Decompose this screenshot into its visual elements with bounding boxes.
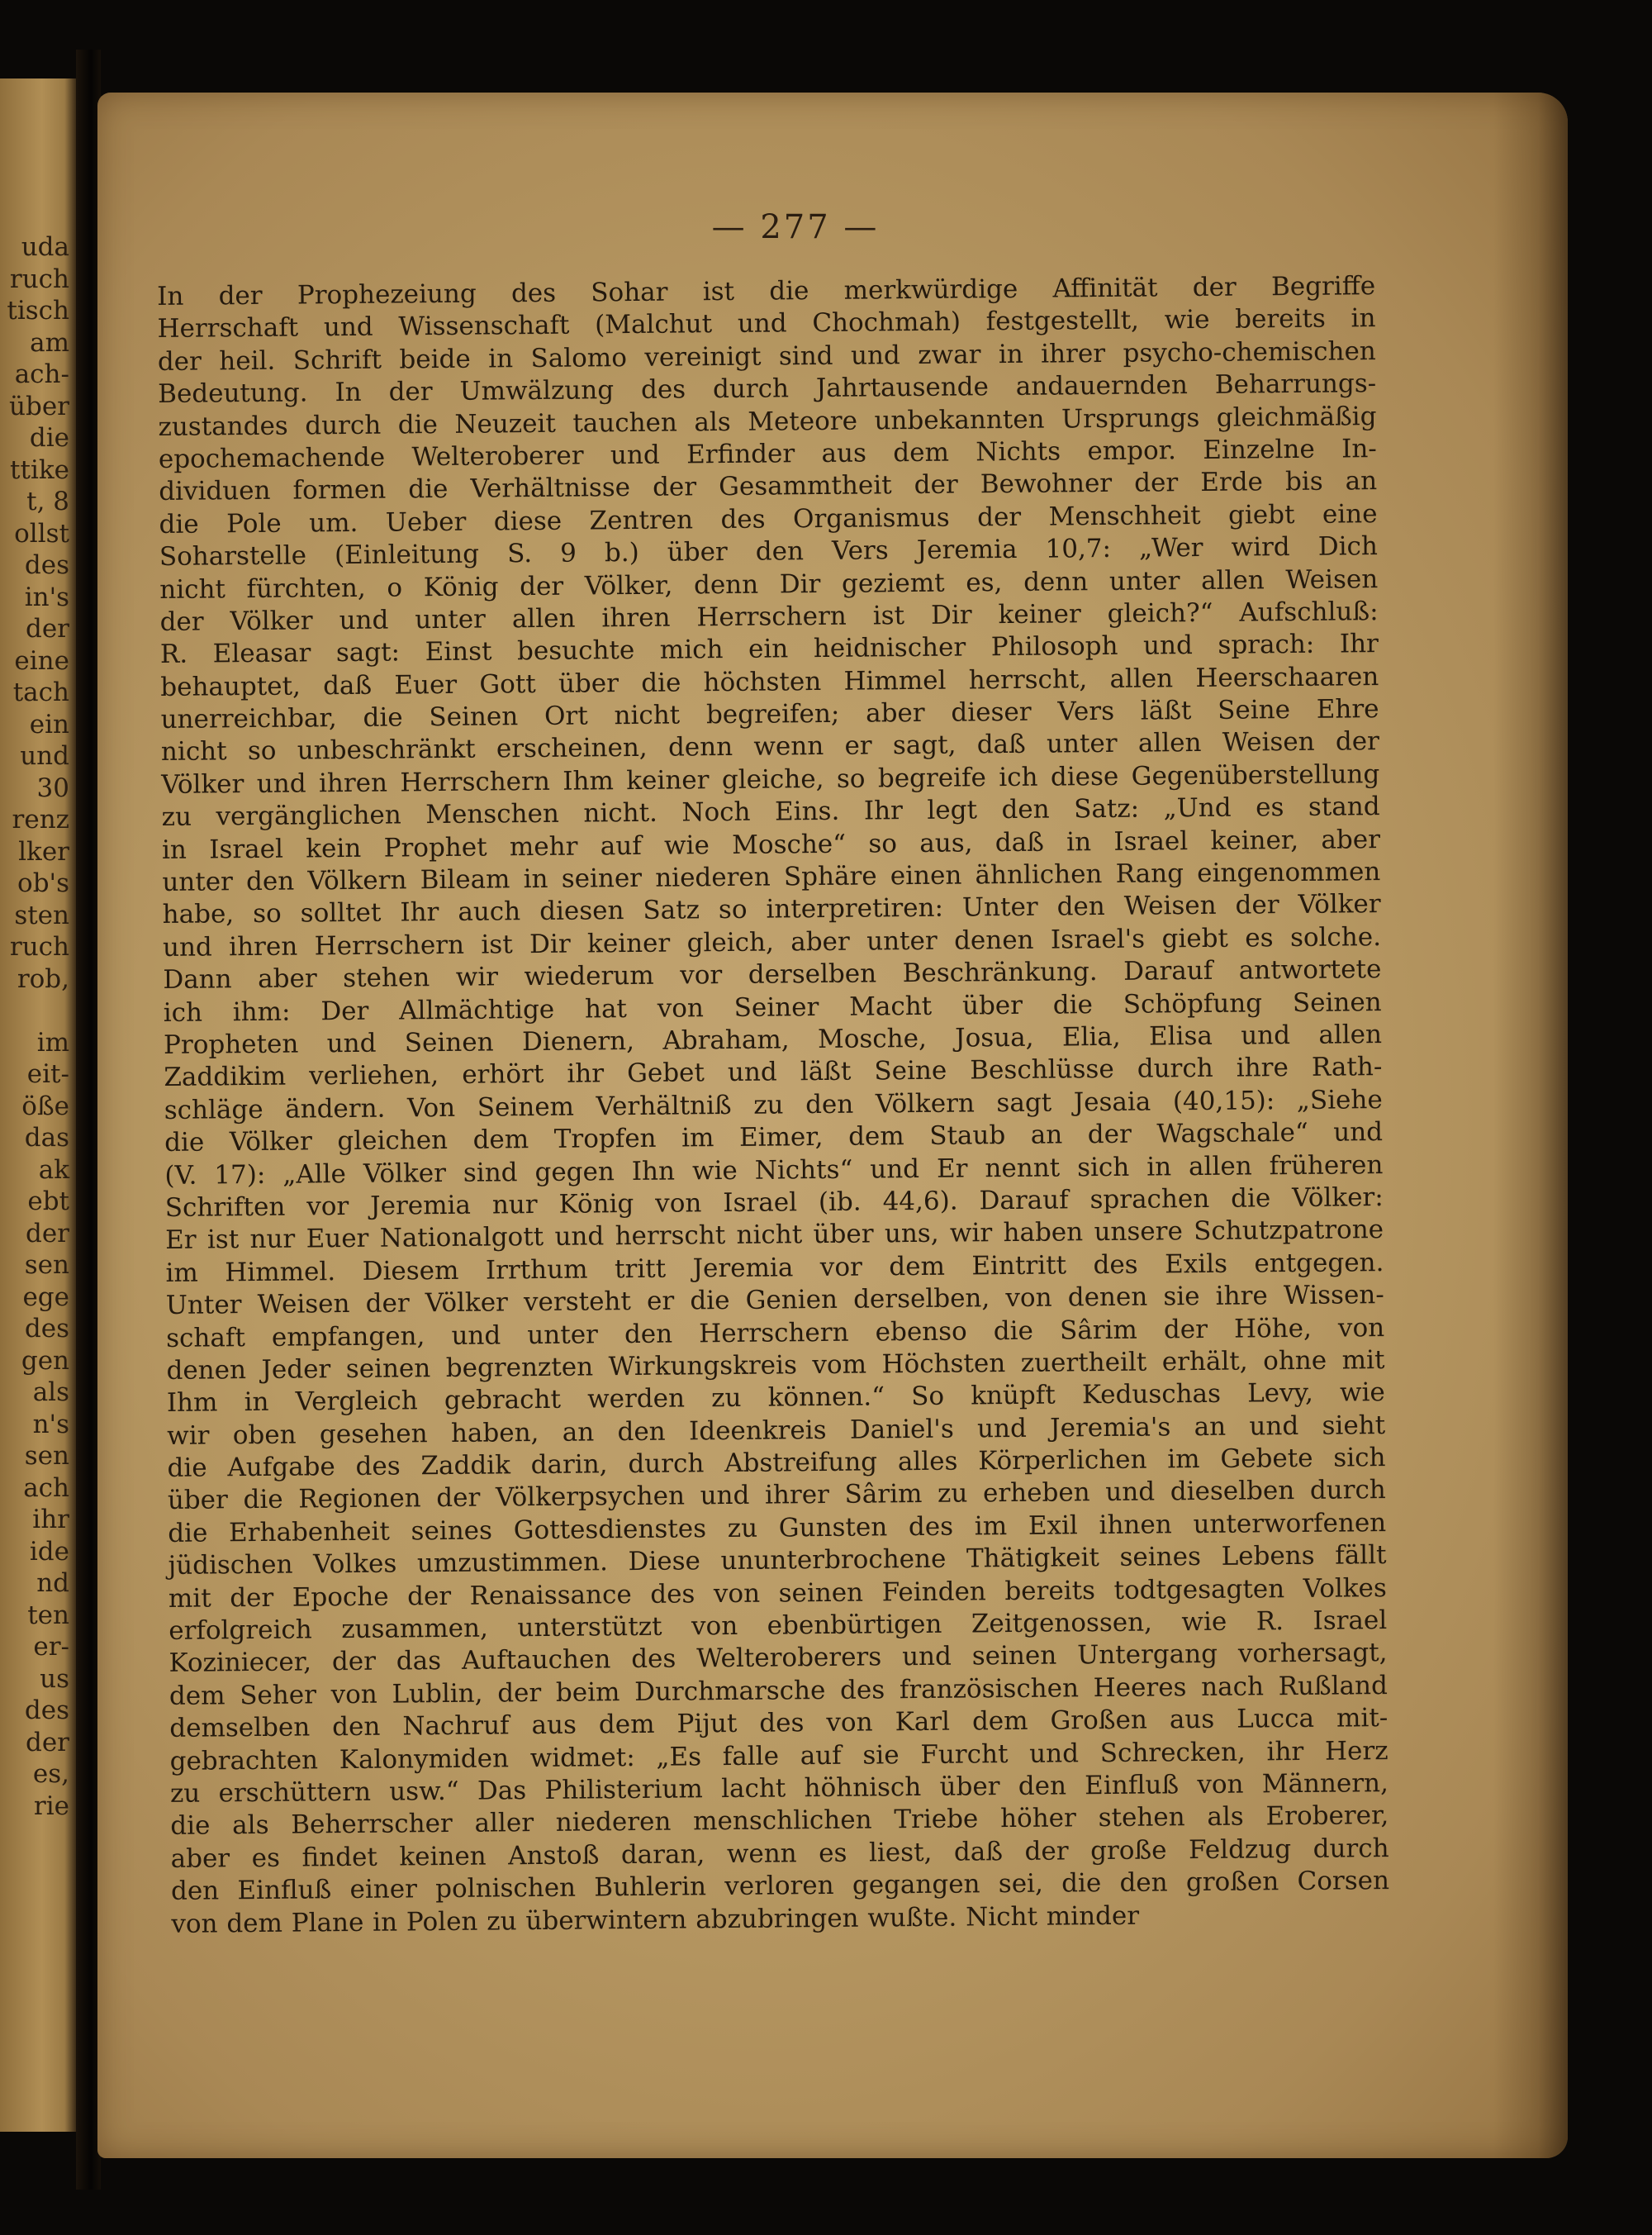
text-line: denen Jeder seinen begrenzten Wirkungskreis vom Höchsten zuertheilt erhält, ohne mit [166, 1344, 1385, 1386]
left-fragment: der [25, 614, 69, 644]
left-fragment: es, [32, 1759, 69, 1789]
text-line: Koziniecer, der das Auftauchen des Welteroberers und seinen Untergang vorhersagt, [169, 1638, 1388, 1679]
left-fragment: renz [12, 805, 69, 835]
text-line: die Erhabenheit seines Gottesdienstes zu Gunsten des im Exil ihnen unterworfenen [168, 1507, 1387, 1548]
text-line: schaft empfangen, und unter den Herrschern ebenso die Sârim der Höhe, von [166, 1312, 1385, 1353]
text-line: Ihm in Vergleich gebracht werden zu können.“ So knüpft Keduschas Levy, wie [166, 1377, 1385, 1419]
text-line: die als Beherrscher aller niederen menschlichen Triebe höher stehen als Eroberer, [170, 1800, 1389, 1842]
left-fragment: und [20, 741, 69, 771]
left-fragment: ruch [9, 264, 69, 294]
text-line: den Einfluß einer polnischen Buhlerin verloren gegangen sei, die den großen Corsen [170, 1866, 1390, 1907]
left-fragment: t, 8 [26, 487, 69, 516]
adjacent-left-page [0, 78, 76, 2132]
text-line: unerreichbar, die Seinen Ort nicht begreifen; aber dieser Vers läßt Seine Ehre [160, 694, 1379, 735]
left-fragment: rie [33, 1790, 69, 1821]
left-fragment: eit- [26, 1059, 69, 1089]
left-fragment: die [29, 423, 69, 453]
text-line: Völker und ihren Herrschern Ihm keiner gleiche, so begreife ich diese Gegenüberstellung [161, 758, 1380, 800]
left-fragment: ak [38, 1154, 69, 1185]
book-page [97, 93, 1568, 2158]
text-line: jüdischen Volkes umzustimmen. Diese ununterbrochene Thätigkeit seines Lebens fällt [168, 1540, 1387, 1581]
text-line: in Israel kein Prophet mehr auf wie Mosche“ so aus, daß in Israel keiner, aber [161, 824, 1381, 865]
page-number: — 277 — [711, 208, 880, 246]
text-line: behauptet, daß Euer Gott über die höchsten Himmel herrscht, allen Heerschaaren [160, 661, 1379, 702]
left-fragment: rob, [17, 963, 69, 994]
text-line: von dem Plane in Polen zu überwintern abzubringen wußte. Nicht minder [171, 1900, 1140, 1939]
text-line: dem Seher von Lublin, der beim Durchmarsche des französischen Heeres nach Rußland [169, 1670, 1389, 1711]
text-line: zu vergänglichen Menschen nicht. Noch Eins. Ihr legt den Satz: „Und es stand [161, 792, 1380, 833]
left-fragment: tisch [7, 296, 69, 326]
text-line: zu erschüttern usw.“ Das Philisterium lacht höhnisch über den Einfluß von Männern, [169, 1768, 1389, 1809]
text-line: schläge ändern. Von Seinem Verhältniß zu den Völkern sagt Jesaia (40,15): „Siehe [164, 1084, 1383, 1125]
left-fragment: am [30, 327, 69, 358]
left-fragment: gen [21, 1345, 69, 1376]
left-fragment: der [25, 1218, 69, 1248]
left-fragment: im [36, 1027, 69, 1058]
text-line: nicht so unbeschränkt erscheinen, denn wenn er sagt, daß unter allen Weisen der [160, 726, 1380, 768]
left-fragment: ege [22, 1282, 69, 1312]
left-fragment: des [24, 1695, 69, 1725]
left-fragment: ruch [9, 932, 69, 962]
left-fragment: 30 [36, 773, 69, 803]
text-line: Er ist nur Euer Nationalgott und herrscht nicht über uns, wir haben unsere Schutzpatrone [164, 1215, 1384, 1256]
text-line: die Völker gleichen dem Tropfen im Eimer, dem Staub an der Wagschale“ und [164, 1117, 1384, 1158]
text-line: im Himmel. Diesem Irrthum tritt Jeremia vor dem Eintritt des Exils entgegen. [165, 1247, 1384, 1288]
text-line: und ihren Herrschern ist Dir keiner gleich, aber unter denen Israel's giebt es solche. [162, 921, 1382, 963]
text-line: über die Regionen der Völkerpsychen und ihrer Sârim zu erheben und dieselben durch [167, 1475, 1386, 1516]
text-line: wir oben gesehen haben, an den Ideenkreis Daniel's und Jeremia's an und sieht [167, 1410, 1386, 1451]
text-line: Unter Weisen der Völker versteht er die Genien derselben, von denen sie ihre Wissen- [165, 1280, 1384, 1321]
text-line: dividuen formen die Verhältnisse der Gesammtheit der Bewohner der Erde bis an [159, 466, 1378, 507]
left-fragment: ebt [27, 1186, 69, 1216]
left-fragment: sen [24, 1250, 69, 1280]
text-line: Dann aber stehen wir wiederum vor derselben Beschränkung. Darauf antwortete [163, 954, 1382, 996]
left-fragment: us [40, 1663, 69, 1694]
left-fragment: nd [36, 1568, 69, 1598]
left-fragment: lker [18, 836, 69, 867]
text-line: die Aufgabe des Zaddik darin, durch Abstreifung alles Körperlichen im Gebete sich [167, 1443, 1386, 1484]
text-line: Zaddikim verliehen, erhört ihr Gebet und läßt Seine Beschlüsse durch ihre Rath- [164, 1052, 1383, 1093]
left-fragment: ollst [14, 518, 69, 549]
left-fragment: ttike [10, 454, 69, 485]
left-fragment: ob's [17, 868, 69, 898]
text-line: zustandes durch die Neuzeit tauchen als Meteore unbekannten Ursprungs gleichmäßig [158, 401, 1377, 442]
text-line: Schriften vor Jeremia nur König von Israel (ib. 44,6). Darauf sprachen die Völker: [164, 1182, 1384, 1223]
left-fragment: er- [33, 1632, 69, 1662]
text-line: ich ihm: Der Allmächtige hat von Seiner Macht über die Schöpfung Seinen [163, 987, 1382, 1028]
left-fragment: ide [29, 1536, 69, 1567]
left-fragment: sten [14, 900, 69, 930]
text-line: demselben den Nachruf aus dem Pijut des von Karl dem Großen aus Lucca mit- [169, 1703, 1389, 1744]
text-line: Bedeutung. In der Umwälzung des durch Jahrtausende andauernden Beharrungs- [158, 369, 1377, 410]
text-line: nicht fürchten, o König der Völker, denn Dir geziemt es, denn unter allen Weisen [159, 564, 1379, 605]
left-fragment: öße [21, 1091, 69, 1121]
left-fragment: tach [12, 678, 69, 707]
text-line: In der Prophezeiung des Sohar ist die merkwürdige Affinität der Begriffe [157, 271, 1376, 311]
text-line: erfolgreich zusammen, unterstützt von ebenbürtigen Zeitgenossen, wie R. Israel [169, 1605, 1388, 1646]
left-fragment: des [24, 1314, 69, 1343]
left-fragment: ihr [32, 1505, 69, 1534]
text-line: Propheten und Seinen Dienern, Abraham, Mosche, Josua, Elia, Elisa und allen [163, 1020, 1383, 1060]
text-line: der Völker und unter allen ihren Herrschern ist Dir keiner gleich?“ Aufschluß: [159, 597, 1379, 637]
left-fragment: ach- [14, 359, 69, 389]
left-fragment: eine [14, 645, 69, 676]
text-line: (V. 17): „Alle Völker sind gegen Ihn wie Nichts“ und Er nennt sich in allen früheren [164, 1149, 1384, 1191]
left-fragment: ten [27, 1600, 69, 1630]
text-line: unter den Völkern Bileam in seiner niederen Sphäre einen ähnlichen Rang eingenommen [162, 857, 1381, 898]
left-fragment: ein [29, 709, 69, 739]
text-line: die Pole um. Ueber diese Zentren des Organismus der Menschheit giebt eine [159, 498, 1378, 540]
text-line: gebrachten Kalonymiden widmet: „Es falle auf sie Furcht und Schrecken, ihr Herz [169, 1735, 1389, 1776]
text-line: habe, so solltet Ihr auch diesen Satz so interpretiren: Unter den Weisen der Völker [162, 889, 1381, 930]
body-text [157, 270, 1389, 1941]
left-fragment: der [25, 1727, 69, 1757]
left-page-text-fragments [7, 231, 69, 1885]
text-line: der heil. Schrift beide in Salomo vereinigt sind und zwar in ihrer psycho-chemischen [157, 335, 1376, 377]
left-fragment: als [32, 1377, 69, 1407]
left-fragment: über [9, 391, 69, 421]
left-fragment: ach [23, 1472, 69, 1503]
text-line: epochemachende Welteroberer und Erfinder aus dem Nichts empor. Einzelne In- [158, 434, 1377, 474]
left-fragment: sen [24, 1441, 69, 1471]
left-fragment: das [24, 1123, 69, 1153]
text-line: mit der Epoche der Renaissance des von seinen Feinden bereits todtgesagten Volkes [168, 1572, 1388, 1614]
text-line: aber es findet keinen Anstoß daran, wenn es liest, daß der große Feldzug durch [170, 1833, 1389, 1874]
text-line: R. Eleasar sagt: Einst besuchte mich ein heidnischer Philosoph und sprach: Ihr [159, 629, 1379, 670]
left-fragment: uda [21, 232, 69, 262]
left-fragment: des [24, 550, 69, 580]
left-fragment: in's [24, 582, 69, 612]
text-line: Soharstelle (Einleitung S. 9 b.) über den Vers Jeremia 10,7: „Wer wird Dich [159, 531, 1379, 573]
left-fragment: n's [32, 1409, 69, 1439]
text-line: Herrschaft und Wissenschaft (Malchut und Chochmah) festgestellt, wie bereits in [157, 303, 1376, 345]
